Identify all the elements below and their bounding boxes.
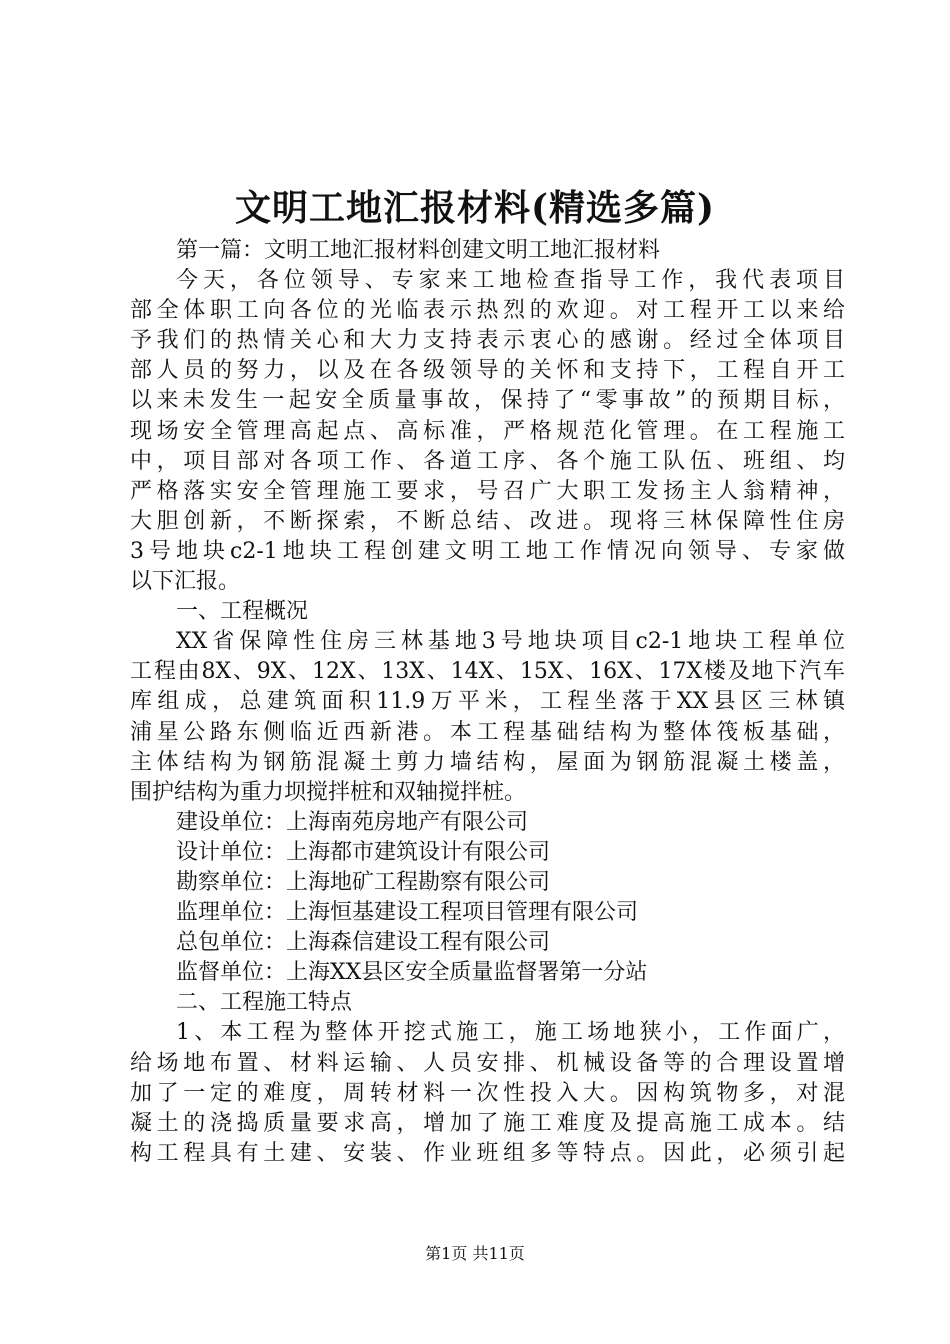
body-line: 3号地块c2-1地块工程创建文明工地工作情况向领导、专家做 bbox=[130, 538, 845, 564]
body-line: 予我们的热情关心和大力支持表示衷心的感谢。经过全体项目 bbox=[130, 328, 845, 354]
body-line: 总包单位：上海森信建设工程有限公司 bbox=[176, 930, 551, 956]
body-line: 部全体职工向各位的光临表示热烈的欢迎。对工程开工以来给 bbox=[130, 298, 845, 324]
body-line: 监督单位：上海XX县区安全质量监督署第一分站 bbox=[176, 960, 648, 986]
body-line: 部人员的努力，以及在各级领导的关怀和支持下，工程自开工 bbox=[130, 358, 845, 384]
body-line: 第一篇：文明工地汇报材料创建文明工地汇报材料 bbox=[176, 238, 661, 263]
body-line: 勘察单位：上海地矿工程勘察有限公司 bbox=[176, 869, 551, 895]
body-line: XX省保障性住房三林基地3号地块项目c2-1地块工程单位 bbox=[176, 629, 845, 655]
body-line: 主体结构为钢筋混凝土剪力墙结构，屋面为钢筋混凝土楼盖， bbox=[130, 749, 845, 775]
body-line: 监理单位：上海恒基建设工程项目管理有限公司 bbox=[176, 900, 639, 926]
body-line: 一、工程概况 bbox=[176, 599, 309, 625]
body-line: 以来未发生一起安全质量事故，保持了“零事故”的预期目标， bbox=[130, 388, 845, 414]
document-title: 文明工地汇报材料(精选多篇) bbox=[234, 187, 716, 229]
body-line: 现场安全管理高起点、高标准，严格规范化管理。在工程施工 bbox=[130, 418, 845, 444]
body-line: 给场地布置、材料运输、人员安排、机械设备等的合理设置增 bbox=[130, 1050, 845, 1076]
body-line: 建设单位：上海南苑房地产有限公司 bbox=[176, 809, 529, 835]
body-line: 围护结构为重力坝搅拌桩和双轴搅拌桩。 bbox=[130, 779, 527, 805]
body-line: 严格落实安全管理施工要求，号召广大职工发扬主人翁精神， bbox=[130, 478, 845, 504]
body-line: 设计单位：上海都市建筑设计有限公司 bbox=[176, 839, 551, 865]
body-line: 中，项目部对各项工作、各道工序、各个施工队伍、班组、均 bbox=[130, 448, 845, 474]
body-line: 工程由8X、9X、12X、13X、14X、15X、16X、17X楼及地下汽车 bbox=[130, 659, 845, 685]
body-line: 今天，各位领导、专家来工地检查指导工作，我代表项目 bbox=[176, 268, 845, 294]
body-line: 加了一定的难度，周转材料一次性投入大。因构筑物多，对混 bbox=[130, 1080, 845, 1106]
document-body bbox=[130, 236, 845, 1169]
body-line: 浦星公路东侧临近西新港。本工程基础结构为整体筏板基础， bbox=[130, 719, 845, 745]
page-footer: 第1页 共11页 bbox=[425, 1244, 525, 1263]
body-line: 以下汇报。 bbox=[130, 569, 241, 595]
body-line: 凝土的浇捣质量要求高，增加了施工难度及提高施工成本。结 bbox=[130, 1110, 845, 1136]
body-line: 二、工程施工特点 bbox=[176, 990, 353, 1016]
body-line: 构工程具有土建、安装、作业班组多等特点。因此，必须引起 bbox=[130, 1140, 845, 1166]
body-line: 大胆创新，不断探索，不断总结、改进。现将三林保障性住房 bbox=[130, 508, 845, 534]
body-line: 库组成，总建筑面积11.9万平米，工程坐落于XX县区三林镇 bbox=[130, 689, 845, 715]
body-line: 1、本工程为整体开挖式施工，施工场地狭小，工作面广， bbox=[176, 1020, 845, 1046]
